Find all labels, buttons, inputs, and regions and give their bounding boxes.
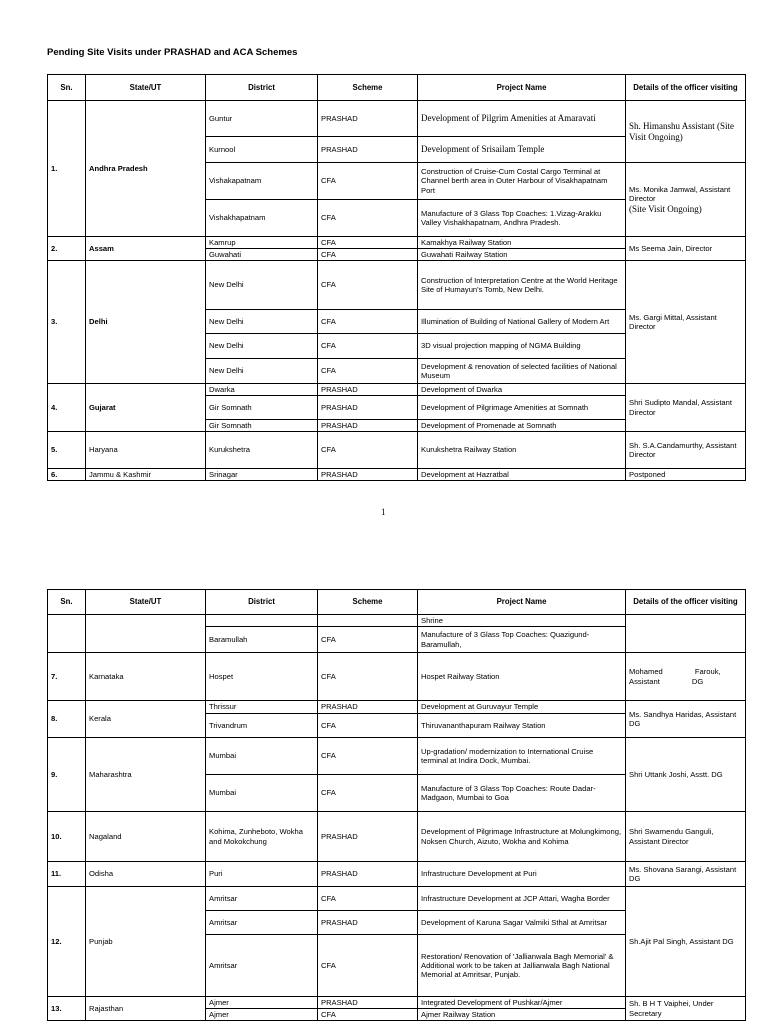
cell-sn: 7. xyxy=(48,653,86,701)
site-visits-table-page-2 xyxy=(47,589,746,1021)
cell-state: Gujarat xyxy=(86,384,206,432)
cell-project: Shrine xyxy=(418,615,626,627)
cell-project: Construction of Interpretation Centre at the World Heritage Site of Humayun's Tomb, New Delhi. xyxy=(418,261,626,310)
cell-project: Development of Karuna Sagar Valmiki Sthal at Amritsar xyxy=(418,911,626,935)
cell-project: Integrated Development of Pushkar/Ajmer xyxy=(418,997,626,1009)
cell-officer: Ms. Gargi Mittal, Assistant Director xyxy=(626,261,746,384)
cell-officer xyxy=(626,163,746,237)
cell-scheme: CFA xyxy=(318,261,418,310)
cell-district: New Delhi xyxy=(206,310,318,334)
cell-scheme: CFA xyxy=(318,738,418,775)
cell-scheme: CFA xyxy=(318,653,418,701)
cell-project: Manufacture of 3 Glass Top Coaches: Route Dadar-Madgaon, Mumbai to Goa xyxy=(418,775,626,812)
cell-project: Manufacture of 3 Glass Top Coaches: 1.Vizag-Arakku Valley Vishakhapatnam, Andhra Pradesh. xyxy=(418,200,626,237)
cell-state: Karnataka xyxy=(86,653,206,701)
header-scheme: Scheme xyxy=(318,590,418,615)
cell-sn: 5. xyxy=(48,432,86,469)
cell-project: Development of Dwarka xyxy=(418,384,626,396)
cell-district: Trivandrum xyxy=(206,714,318,738)
cell-scheme xyxy=(318,615,418,627)
header-row xyxy=(48,75,746,101)
officer-name: Ms. Monika Jamwal, Assistant Director xyxy=(629,185,731,204)
cell-scheme: CFA xyxy=(318,163,418,200)
table-row xyxy=(48,653,746,701)
site-visits-table-page-1 xyxy=(47,74,746,481)
table-row xyxy=(48,862,746,887)
table-row xyxy=(48,384,746,396)
cell-district: Vishakhapatnam xyxy=(206,200,318,237)
cell-sn: 1. xyxy=(48,101,86,237)
cell-scheme: PRASHAD xyxy=(318,997,418,1009)
cell-project: Thiruvananthapuram Railway Station xyxy=(418,714,626,738)
table-row xyxy=(48,237,746,249)
cell-officer xyxy=(626,615,746,653)
cell-project: Construction of Cruise-Cum Costal Cargo Terminal at Channel berth area in Outer Harbour of Visakhapatnam Port xyxy=(418,163,626,200)
cell-district: Guwahati xyxy=(206,249,318,261)
cell-district: Thrissur xyxy=(206,701,318,714)
cell-officer: Postponed xyxy=(626,469,746,481)
cell-state: Delhi xyxy=(86,261,206,384)
cell-scheme: CFA xyxy=(318,935,418,997)
cell-officer: Sh. S.A.Candamurthy, Assistant Director xyxy=(626,432,746,469)
cell-scheme: CFA xyxy=(318,887,418,911)
cell-scheme: CFA xyxy=(318,775,418,812)
cell-project: Illumination of Building of National Gallery of Modern Art xyxy=(418,310,626,334)
cell-sn: 4. xyxy=(48,384,86,432)
cell-scheme: PRASHAD xyxy=(318,137,418,163)
cell-district: Amritsar xyxy=(206,911,318,935)
cell-project: Ajmer Railway Station xyxy=(418,1009,626,1021)
cell-officer: Mohamed Farouk, Assistant DG xyxy=(626,653,746,701)
cell-scheme: CFA xyxy=(318,334,418,359)
cell-scheme: CFA xyxy=(318,432,418,469)
officer-status: (Site Visit Ongoing) xyxy=(629,203,702,214)
cell-project: Kurukshetra Railway Station xyxy=(418,432,626,469)
table-row xyxy=(48,812,746,862)
cell-project: Development of Pilgrim Amenities at Amaravati xyxy=(418,101,626,137)
cell-sn: 9. xyxy=(48,738,86,812)
cell-scheme: PRASHAD xyxy=(318,812,418,862)
cell-project: Hospet Railway Station xyxy=(418,653,626,701)
table-row xyxy=(48,615,746,627)
table-row xyxy=(48,101,746,137)
cell-officer: Sh.Ajit Pal Singh, Assistant DG xyxy=(626,887,746,997)
cell-state: Andhra Pradesh xyxy=(86,101,206,237)
cell-scheme: PRASHAD xyxy=(318,384,418,396)
cell-district: Gir Somnath xyxy=(206,396,318,420)
table-row xyxy=(48,261,746,310)
cell-sn: 10. xyxy=(48,812,86,862)
cell-district: Kamrup xyxy=(206,237,318,249)
cell-district: Puri xyxy=(206,862,318,887)
table-row xyxy=(48,887,746,911)
cell-officer: Sh. B H T Vaiphei, Under Secretary xyxy=(626,997,746,1021)
cell-scheme: CFA xyxy=(318,310,418,334)
cell-scheme: PRASHAD xyxy=(318,396,418,420)
cell-sn: 2. xyxy=(48,237,86,261)
cell-state: Assam xyxy=(86,237,206,261)
cell-officer: Shri Uttank Joshi, Asstt. DG xyxy=(626,738,746,812)
cell-district: Ajmer xyxy=(206,997,318,1009)
header-row xyxy=(48,590,746,615)
cell-project: Development at Hazratbal xyxy=(418,469,626,481)
header-officer: Details of the officer visiting xyxy=(626,75,746,101)
header-officer: Details of the officer visiting xyxy=(626,590,746,615)
cell-project: Development & renovation of selected facilities of National Museum xyxy=(418,359,626,384)
cell-district: Baramullah xyxy=(206,627,318,653)
cell-state xyxy=(86,615,206,653)
cell-state: Punjab xyxy=(86,887,206,997)
cell-project: 3D visual projection mapping of NGMA Building xyxy=(418,334,626,359)
document-title: Pending Site Visits under PRASHAD and ACA Schemes xyxy=(47,47,298,58)
cell-district: Amritsar xyxy=(206,935,318,997)
header-district: District xyxy=(206,590,318,615)
cell-officer: Shri Sudipto Mandal, Assistant Director xyxy=(626,384,746,432)
cell-district: New Delhi xyxy=(206,261,318,310)
cell-district: Mumbai xyxy=(206,775,318,812)
cell-district: New Delhi xyxy=(206,334,318,359)
cell-officer: Ms. Shovana Sarangi, Assistant DG xyxy=(626,862,746,887)
cell-district: Guntur xyxy=(206,101,318,137)
page-number: 1 xyxy=(381,507,386,517)
cell-sn: 3. xyxy=(48,261,86,384)
header-district: District xyxy=(206,75,318,101)
cell-sn: 13. xyxy=(48,997,86,1021)
cell-scheme: CFA xyxy=(318,714,418,738)
header-state: State/UT xyxy=(86,590,206,615)
cell-project: Manufacture of 3 Glass Top Coaches: Quazigund- Baramullah, xyxy=(418,627,626,653)
cell-state: Haryana xyxy=(86,432,206,469)
cell-sn: 11. xyxy=(48,862,86,887)
cell-project: Restoration/ Renovation of 'Jallianwala Bagh Memorial' & Additional work to be taken at Jallianwala Bagh National Memorial at Amritsar, Punjab. xyxy=(418,935,626,997)
cell-sn: 6. xyxy=(48,469,86,481)
cell-scheme: CFA xyxy=(318,359,418,384)
cell-scheme: PRASHAD xyxy=(318,701,418,714)
cell-state: Rajasthan xyxy=(86,997,206,1021)
cell-district: Srinagar xyxy=(206,469,318,481)
table-row xyxy=(48,432,746,469)
cell-district: Kurukshetra xyxy=(206,432,318,469)
header-state: State/UT xyxy=(86,75,206,101)
cell-scheme: CFA xyxy=(318,1009,418,1021)
cell-sn xyxy=(48,615,86,653)
cell-scheme: CFA xyxy=(318,200,418,237)
cell-project: Development of Promenade at Somnath xyxy=(418,420,626,432)
cell-state: Odisha xyxy=(86,862,206,887)
cell-project: Development at Guruvayur Temple xyxy=(418,701,626,714)
table-row xyxy=(48,738,746,775)
cell-officer: Shri Swarnendu Ganguli, Assistant Director xyxy=(626,812,746,862)
cell-district: Ajmer xyxy=(206,1009,318,1021)
cell-project: Infrastructure Development at JCP Attari, Wagha Border xyxy=(418,887,626,911)
cell-scheme: PRASHAD xyxy=(318,911,418,935)
cell-project: Development of Pilgrimage Infrastructure at Molungkimong, Noksen Church, Aizuto, Wokha and Kohima xyxy=(418,812,626,862)
cell-district: Mumbai xyxy=(206,738,318,775)
cell-district: Gir Somnath xyxy=(206,420,318,432)
header-project: Project Name xyxy=(418,75,626,101)
cell-state: Maharashtra xyxy=(86,738,206,812)
header-sn: Sn. xyxy=(48,75,86,101)
cell-state: Nagaland xyxy=(86,812,206,862)
cell-project: Kamakhya Railway Station xyxy=(418,237,626,249)
cell-officer: Ms. Sandhya Haridas, Assistant DG xyxy=(626,701,746,738)
cell-district: Vishakapatnam xyxy=(206,163,318,200)
cell-scheme: CFA xyxy=(318,627,418,653)
cell-district: Kohima, Zunheboto, Wokha and Mokokchung xyxy=(206,812,318,862)
cell-sn: 8. xyxy=(48,701,86,738)
cell-project: Development of Srisailam Temple xyxy=(418,137,626,163)
cell-state: Jammu & Kashmir xyxy=(86,469,206,481)
header-project: Project Name xyxy=(418,590,626,615)
cell-district: Hospet xyxy=(206,653,318,701)
header-scheme: Scheme xyxy=(318,75,418,101)
cell-project: Infrastructure Development at Puri xyxy=(418,862,626,887)
cell-project: Development of Pilgrimage Amenities at Somnath xyxy=(418,396,626,420)
cell-scheme: PRASHAD xyxy=(318,469,418,481)
table-row xyxy=(48,469,746,481)
cell-officer: Sh. Himanshu Assistant (Site Visit Ongoing) xyxy=(626,101,746,163)
cell-district: New Delhi xyxy=(206,359,318,384)
cell-district: Dwarka xyxy=(206,384,318,396)
cell-officer: Ms Seema Jain, Director xyxy=(626,237,746,261)
cell-district xyxy=(206,615,318,627)
cell-scheme: CFA xyxy=(318,237,418,249)
cell-scheme: PRASHAD xyxy=(318,101,418,137)
cell-scheme: CFA xyxy=(318,249,418,261)
cell-project: Up-gradation/ modernization to International Cruise terminal at Indira Dock, Mumbai. xyxy=(418,738,626,775)
cell-district: Kurnool xyxy=(206,137,318,163)
cell-district: Amritsar xyxy=(206,887,318,911)
cell-scheme: PRASHAD xyxy=(318,420,418,432)
cell-scheme: PRASHAD xyxy=(318,862,418,887)
table-row xyxy=(48,997,746,1009)
table-row xyxy=(48,701,746,714)
header-sn: Sn. xyxy=(48,590,86,615)
cell-sn: 12. xyxy=(48,887,86,997)
cell-state: Kerala xyxy=(86,701,206,738)
cell-project: Guwahati Railway Station xyxy=(418,249,626,261)
